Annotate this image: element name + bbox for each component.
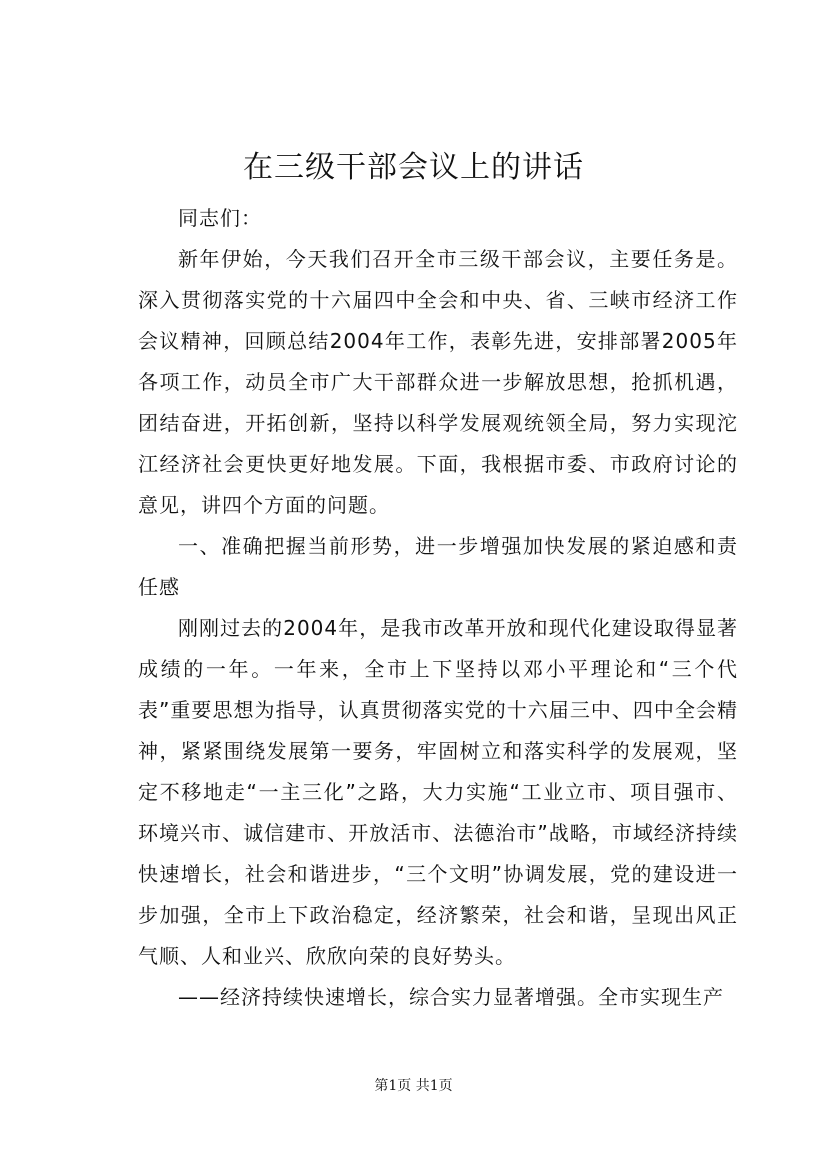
document-title: 在三级干部会议上的讲话	[243, 150, 584, 185]
body-paragraph: 刚刚过去的2004年，是我市改革开放和现代化建设取得显著成绩的一年。一年来，全市上下坚持以邓小平理论和“三个代表”重要思想为指导，认真贯彻落实党的十六届三中、四中全会精神，紧紧围绕发展第一要务，牢固树立和落实科学的发展观，坚定不移地走“一主三化”之路，大力实施“工业立市、项目强市、环境兴市、诚信建市、开放活市、法德治市”战略，市域经济持续快速增长，社会和谐进步，“三个文明”协调发展，党的建设进一步加强，全市上下政治稳定，经济繁荣，社会和谐，呈现出风正气顺、人和业兴、欣欣向荣的良好势头。	[138, 616, 738, 968]
section-heading: 一、准确把握当前形势，进一步增强加快发展的紧迫感和责任感	[138, 534, 738, 599]
body-paragraph: ——经济持续快速增长，综合实力显著增强。全市实现生产	[178, 985, 724, 1009]
page-footer: 第1页 共1页	[374, 1078, 453, 1094]
intro-paragraph: 新年伊始，今天我们召开全市三级干部会议，主要任务是。深入贯彻落实党的十六届四中全会和中央、省、三峡市经济工作会议精神，回顾总结2004年工作，表彰先进，安排部署2005年各项工作，动员全市广大干部群众进一步解放思想，抢抓机遇，团结奋进，开拓创新，坚持以科学发展观统领全局，努力实现沱江经济社会更快更好地发展。下面，我根据市委、市政府讨论的意见，讲四个方面的问题。	[138, 247, 738, 517]
document-body	[138, 198, 738, 1018]
salutation-paragraph: 同志们：	[178, 206, 262, 230]
